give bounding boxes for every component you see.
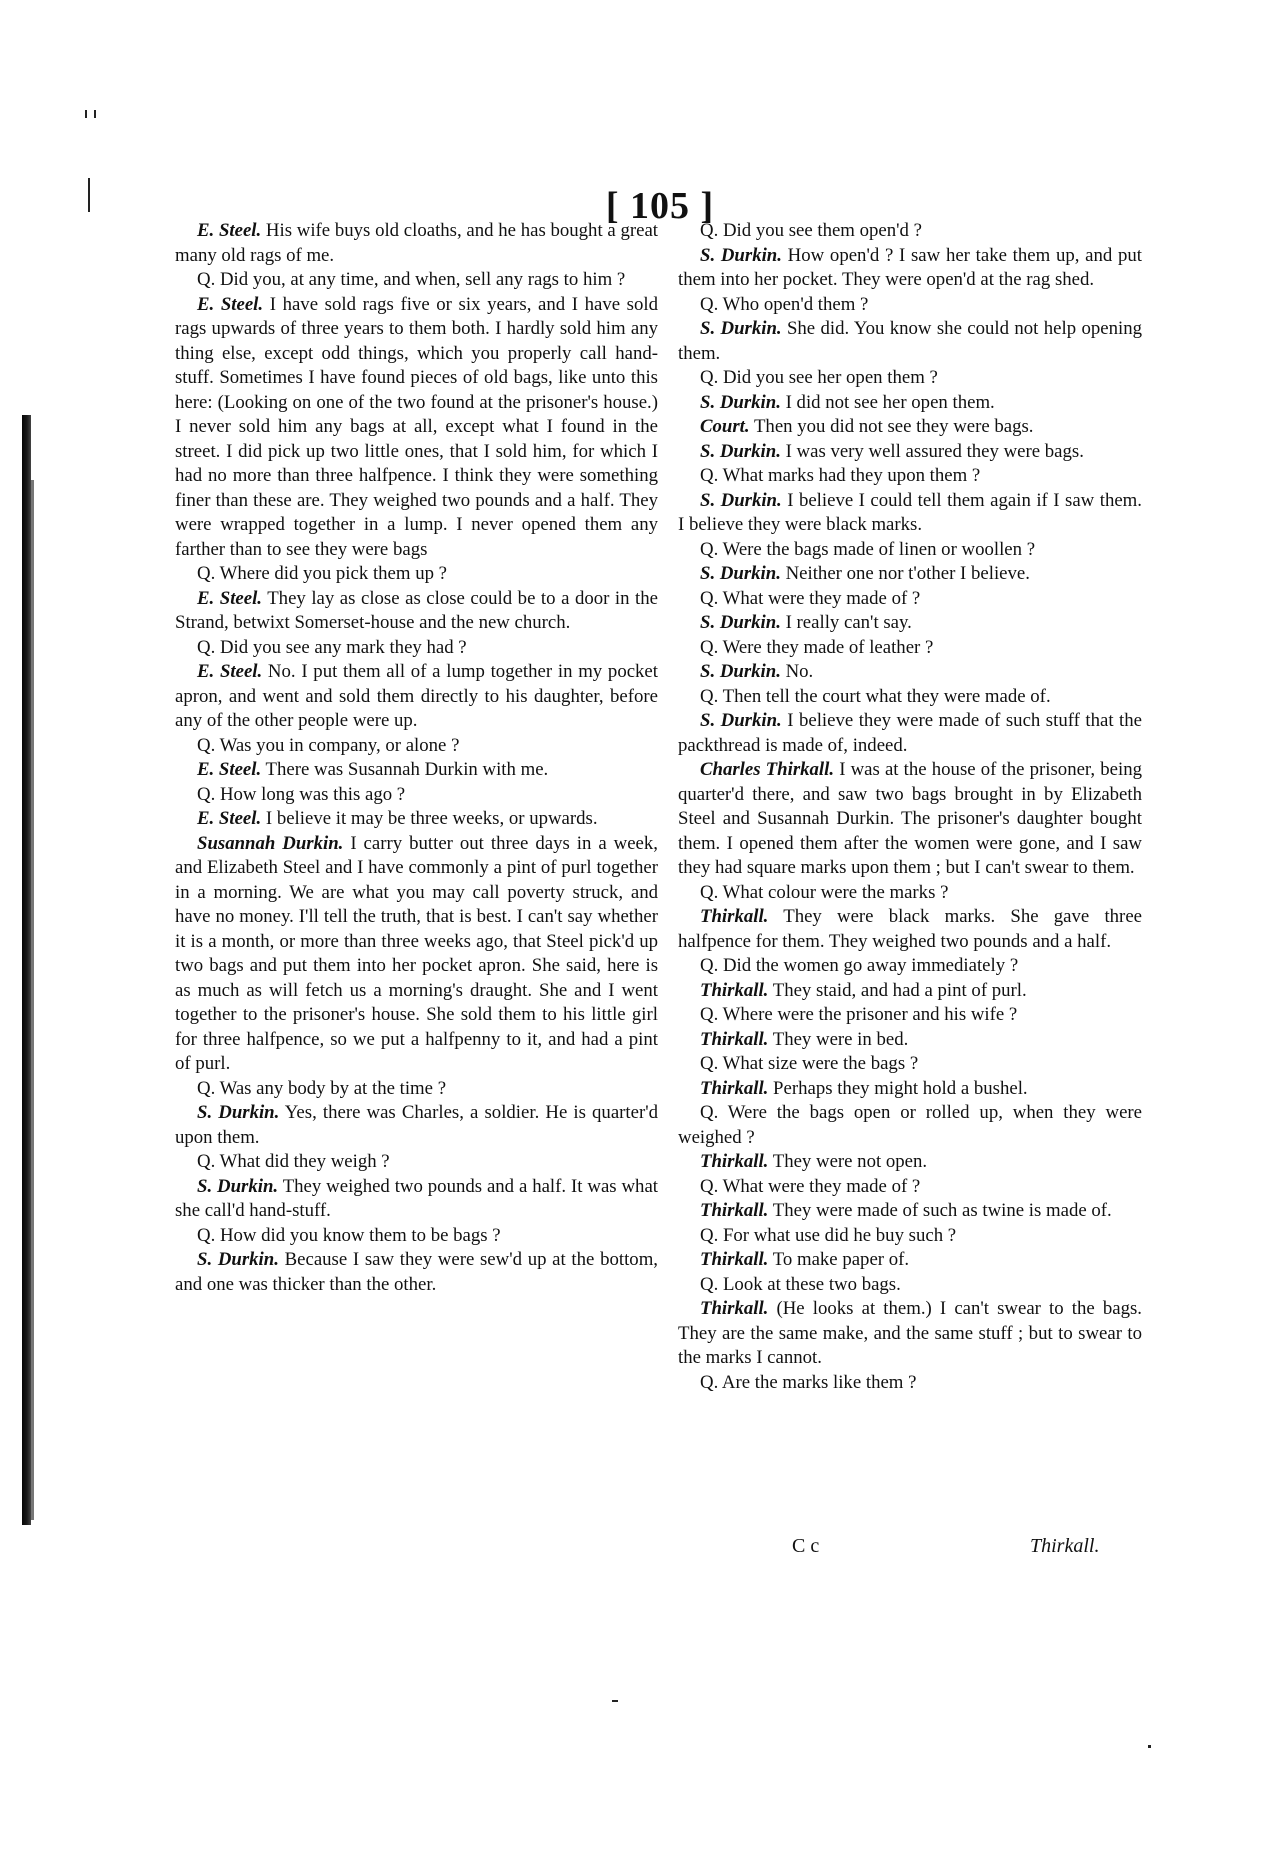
testimony-text: Q. Did you see her open them ?: [700, 367, 938, 388]
testimony-paragraph: [678, 415, 1142, 440]
testimony-paragraph: [175, 562, 658, 587]
testimony-paragraph: [678, 366, 1142, 391]
testimony-text: Q. Did you, at any time, and when, sell any rags to him ?: [197, 269, 626, 290]
speaker-name: S. Durkin.: [700, 661, 781, 682]
testimony-text: Q. What were they made of ?: [700, 1175, 921, 1197]
testimony-text: Q. Then tell the court what they were made of.: [700, 685, 1051, 707]
testimony-text: They were in bed.: [768, 1028, 909, 1050]
testimony-text: Q. Was any body by at the time ?: [197, 1077, 447, 1099]
testimony-paragraph: [678, 881, 1142, 906]
testimony-text: They staid, and had a pint of purl.: [768, 979, 1027, 1001]
testimony-paragraph: [678, 293, 1142, 318]
testimony-text: They lay as close as close could be to a door in the Strand, betwixt Somerset-house and the new church.: [175, 587, 658, 633]
testimony-paragraph: [175, 293, 658, 563]
testimony-paragraph: [678, 1224, 1142, 1249]
testimony-text: I did not see her open them.: [780, 391, 995, 413]
speaker-name: Thirkall.: [700, 979, 769, 1001]
speaker-name: E. Steel.: [197, 661, 263, 682]
testimony-paragraph: [678, 440, 1142, 465]
speaker-name: S. Durkin.: [700, 612, 781, 633]
testimony-paragraph: [175, 636, 658, 661]
speaker-name: S. Durkin.: [700, 244, 782, 266]
testimony-text: Then you did not see they were bags.: [749, 416, 1034, 437]
testimony-text: Q. What did they weigh ?: [197, 1151, 390, 1172]
speaker-name: S. Durkin.: [197, 1249, 279, 1270]
testimony-paragraph: [678, 709, 1142, 758]
testimony-text: Q. Were the bags made of linen or woollen ?: [700, 538, 1036, 560]
testimony-paragraph: [678, 464, 1142, 489]
testimony-paragraph: [175, 1077, 658, 1102]
testimony-text: No. I put them all of a lump together in my pocket apron, and went and sold them directly to his daughter, before any of the other people were up.: [175, 661, 658, 731]
testimony-text: Q. For what use did he buy such ?: [700, 1224, 957, 1246]
testimony-text: Perhaps they might hold a bushel.: [768, 1077, 1028, 1099]
testimony-paragraph: [678, 538, 1142, 563]
scan-speck: [94, 110, 96, 118]
testimony-paragraph: [175, 1150, 658, 1175]
signature-mark: C c: [792, 1535, 820, 1557]
speaker-name: Thirkall.: [700, 1200, 769, 1221]
testimony-paragraph: [678, 219, 1142, 244]
testimony-paragraph: [678, 1028, 1142, 1053]
speaker-name: S. Durkin.: [700, 318, 782, 339]
testimony-paragraph: [175, 807, 658, 832]
testimony-paragraph: [678, 317, 1142, 366]
testimony-text: Q. Where did you pick them up ?: [197, 563, 448, 584]
testimony-paragraph: [175, 734, 658, 759]
scan-binding-shadow: [22, 415, 31, 1525]
catchword: Thirkall.: [1030, 1535, 1100, 1557]
testimony-text: Q. Was you in company, or alone ?: [197, 734, 460, 756]
speaker-name: Thirkall.: [700, 1077, 769, 1099]
testimony-paragraph: [678, 954, 1142, 979]
testimony-text: Neither one nor t'other I believe.: [780, 563, 1030, 584]
testimony-text: Q. What size were the bags ?: [700, 1053, 919, 1074]
speaker-name: Thirkall.: [700, 1298, 769, 1319]
testimony-text: Q. Look at these two bags.: [700, 1273, 901, 1295]
testimony-text: I have sold rags five or six years, and I have sold rags upwards of three years to them both. I hardly sold him any thing else, except odd things, which you properly call hand-stuff. Sometimes I have found pieces of old bags, like unto this here: (Looking on one of the two found at the prisoner's house.) I never sold him any bags at all, except what I found in the street. I did pick up two little ones, that I sold him, for which I had no more than three halfpence. I think they were something finer than these are. They weighed two pounds and a half. They were wrapped together in a lump. I never opened them any farther than to see they were bags: [175, 293, 658, 560]
scan-speck: [1148, 1745, 1151, 1748]
testimony-text: They were made of such as twine is made of.: [768, 1200, 1112, 1221]
testimony-text: She did. You know she could not help opening them.: [678, 318, 1142, 364]
scan-speck: [85, 110, 87, 118]
testimony-text: Q. Were they made of leather ?: [700, 636, 934, 658]
testimony-paragraph: [175, 660, 658, 734]
speaker-name: Charles Thirkall.: [700, 759, 835, 780]
testimony-paragraph: [678, 1150, 1142, 1175]
testimony-paragraph: [678, 244, 1142, 293]
testimony-text: I carry butter out three days in a week, and Elizabeth Steel and I have commonly a pint of purl together in a morning. We are what you may call poverty struck, and have no money. I'll tell the truth, that is best. I can't say whether it is a month, or more than three weeks ago, that Steel pick'd up two bags and put them into her pocket apron. She said, here is as much as will fetch us a morning's draught. She and I went together to the prisoner's house. She sold them to his little girl for three halfpence, so we put a halfpenny to it, and had a pint of purl.: [175, 832, 658, 1074]
testimony-paragraph: [678, 1371, 1142, 1396]
speaker-name: S. Durkin.: [700, 563, 781, 584]
testimony-text: Yes, there was Charles, a soldier. He is quarter'd upon them.: [175, 1102, 658, 1148]
left-column: [175, 219, 658, 1297]
testimony-paragraph: [678, 1297, 1142, 1371]
testimony-text: How open'd ? I saw her take them up, and put them into her pocket. They were open'd at the rag shed.: [678, 244, 1143, 290]
speaker-name: Thirkall.: [700, 1151, 769, 1172]
speaker-name: E. Steel.: [197, 220, 262, 241]
speaker-name: S. Durkin.: [700, 391, 781, 413]
testimony-paragraph: [678, 660, 1142, 685]
testimony-text: I was at the house of the prisoner, being quarter'd there, and saw two bags brought in by Elizabeth Steel and Susannah Durkin. The prisoner's daughter bought them. I opened them after the women were gone, and I saw they had square marks upon them ; but I can't swear to them.: [678, 759, 1142, 878]
speaker-name: E. Steel.: [197, 293, 264, 315]
page-number: [ 105 ]: [605, 185, 715, 227]
testimony-paragraph: [678, 489, 1142, 538]
speaker-name: E. Steel.: [197, 759, 262, 780]
testimony-text: There was Susannah Durkin with me.: [261, 759, 549, 780]
testimony-text: Q. What marks had they upon them ?: [700, 465, 981, 486]
testimony-text: Because I saw they were sew'd up at the bottom, and one was thicker than the other.: [175, 1249, 658, 1295]
scan-speck: [88, 178, 90, 212]
speaker-name: Susannah Durkin.: [197, 832, 344, 854]
testimony-text: Q. Who open'd them ?: [700, 293, 869, 315]
testimony-paragraph: [678, 685, 1142, 710]
testimony-paragraph: [175, 268, 658, 293]
speaker-name: S. Durkin.: [197, 1175, 279, 1197]
testimony-paragraph: [175, 783, 658, 808]
testimony-paragraph: [175, 1101, 658, 1150]
testimony-paragraph: [175, 219, 658, 268]
testimony-text: Q. What were they made of ?: [700, 587, 921, 609]
testimony-paragraph: [678, 1052, 1142, 1077]
speaker-name: S. Durkin.: [700, 440, 781, 462]
testimony-paragraph: [678, 1199, 1142, 1224]
speaker-name: Court.: [700, 416, 750, 437]
testimony-paragraph: [678, 905, 1142, 954]
testimony-text: Q. Did the women go away immediately ?: [700, 955, 1019, 976]
speaker-name: E. Steel.: [197, 808, 262, 829]
speaker-name: S. Durkin.: [700, 710, 782, 731]
right-column: [678, 219, 1142, 1395]
testimony-text: I was very well assured they were bags.: [780, 440, 1084, 462]
testimony-text: They were black marks. She gave three halfpence for them. They weighed two pounds and a half.: [678, 906, 1142, 952]
speaker-name: S. Durkin.: [197, 1102, 280, 1123]
testimony-paragraph: [678, 611, 1142, 636]
testimony-text: Q. How did you know them to be bags ?: [197, 1224, 501, 1246]
testimony-text: I really can't say.: [780, 612, 912, 633]
testimony-text: Q. Were the bags open or rolled up, when they were weighed ?: [678, 1102, 1142, 1148]
speaker-name: Thirkall.: [700, 1249, 769, 1270]
testimony-text: Q. What colour were the marks ?: [700, 881, 949, 903]
testimony-text: To make paper of.: [768, 1249, 910, 1270]
speaker-name: Thirkall.: [700, 1028, 769, 1050]
testimony-paragraph: [678, 391, 1142, 416]
testimony-text: His wife buys old cloaths, and he has bought a great many old rags of me.: [175, 220, 658, 266]
speaker-name: S. Durkin.: [700, 489, 782, 511]
testimony-text: Q. Where were the prisoner and his wife ?: [700, 1004, 1018, 1025]
testimony-paragraph: [175, 832, 658, 1077]
testimony-paragraph: [678, 1003, 1142, 1028]
testimony-paragraph: [175, 1248, 658, 1297]
testimony-paragraph: [175, 758, 658, 783]
testimony-text: I believe I could tell them again if I saw them. I believe they were black marks.: [678, 489, 1142, 535]
scan-binding-edge: [31, 480, 34, 1520]
testimony-paragraph: [175, 1175, 658, 1224]
testimony-text: They were not open.: [768, 1151, 928, 1172]
testimony-paragraph: [678, 1101, 1142, 1150]
testimony-text: Q. Did you see them open'd ?: [700, 220, 922, 241]
testimony-text: I believe it may be three weeks, or upwards.: [261, 808, 598, 829]
testimony-text: No.: [780, 661, 814, 682]
testimony-text: (He looks at them.) I can't swear to the bags. They are the same make, and the same stuff ; but to swear to the marks I cannot.: [678, 1298, 1142, 1368]
testimony-text: Q. Are the marks like them ?: [700, 1371, 917, 1393]
testimony-text: They weighed two pounds and a half. It was what she call'd hand-stuff.: [175, 1175, 658, 1221]
testimony-paragraph: [678, 1175, 1142, 1200]
testimony-text: Q. How long was this ago ?: [197, 783, 406, 805]
testimony-paragraph: [678, 979, 1142, 1004]
testimony-paragraph: [678, 636, 1142, 661]
speaker-name: Thirkall.: [700, 906, 769, 927]
testimony-paragraph: [678, 758, 1142, 881]
scan-speck: [612, 1700, 618, 1702]
testimony-text: Q. Did you see any mark they had ?: [197, 636, 467, 658]
testimony-paragraph: [175, 1224, 658, 1249]
testimony-paragraph: [678, 562, 1142, 587]
testimony-paragraph: [678, 1248, 1142, 1273]
testimony-paragraph: [678, 1273, 1142, 1298]
testimony-paragraph: [678, 587, 1142, 612]
speaker-name: E. Steel.: [197, 587, 263, 609]
testimony-text: I believe they were made of such stuff that the packthread is made of, indeed.: [678, 710, 1142, 756]
testimony-paragraph: [175, 587, 658, 636]
testimony-paragraph: [678, 1077, 1142, 1102]
